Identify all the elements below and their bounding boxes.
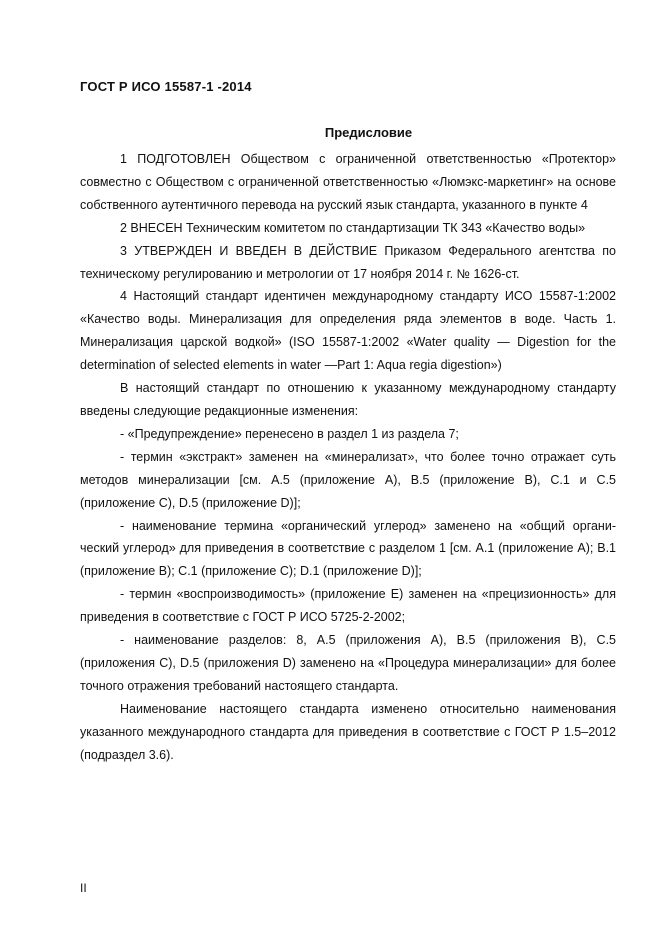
paragraph-changes-intro: В настоящий стандарт по отношению к указанному международному стандарту введены следующие редакционные изменения: xyxy=(80,381,616,418)
change-item-reproducibility: - термин «воспроизводимость» (приложение Е) заменен на «прецизионность» для приведения в соответствие с ГОСТ Р ИСО 5725-2-2002; xyxy=(80,587,616,625)
paragraph-identical-standard: 4 Настоящий стандарт идентичен международному стандарту ИСО 15587-1:2002 «Качество воды. Минерализация для определения ряда элементов в воде. Часть 1. Минерализация царской водкой» (ISO 15587-1:2002 «Water quality — Digestion for the determination of selected elements in water —Part 1: Aqua regia digestion») xyxy=(80,289,616,373)
change-item-section-names: - наименование разделов: 8, А.5 (приложения А), В.5 (приложения В), С.5 (приложения С), D.5 (приложения D) заменено на «Процедура минерализации» для более точного отражения требований настоящего стандарта. xyxy=(80,633,616,693)
page-number: II xyxy=(80,881,87,895)
change-item-warning: - «Предупреждение» перенесено в раздел 1 из раздела 7; xyxy=(120,426,459,441)
paragraph-approved: 3 УТВЕРЖДЕН И ВВЕДЕН В ДЕЙСТВИЕ Приказом Федерального агентства по техническому регулированию и метрологии от 17 ноября 2014 г. № 1626-ст. xyxy=(80,243,616,281)
change-item-organic-carbon: - наименование термина «органический углерод» заменено на «общий органический углерод» для приведения в соответствие с разделом 1 [см. А.1 (приложение А); В.1 (приложение В); С.1 (приложение С); D.1 (приложение D)]; xyxy=(80,518,616,579)
paragraph-introduced-by: 2 ВНЕСЕН Техническим комитетом по стандартизации ТК 343 «Качество воды» xyxy=(120,220,586,235)
paragraph-prepared-by: 1 ПОДГОТОВЛЕН Обществом с ограниченной ответственностью «Протектор» совместно с Обществом с ограниченной ответственностью «Люмэкс-маркетинг» на основе собственного аутентичного перевода на русский язык стандарта, указанного в пункте 4 xyxy=(80,152,616,212)
section-title: Предисловие xyxy=(324,125,413,140)
change-item-extract: - термин «экстракт» заменен на «минерализат», что более точно отражает суть методов минерализации [см. А.5 (приложение А), В.5 (приложение В), С.1 и С.5 (приложение С), D.5 (приложение D)]; xyxy=(80,449,616,510)
foreword-body xyxy=(80,148,616,766)
paragraph-title-change: Наименование настоящего стандарта изменено относительно наименования указанного международного стандарта для приведения в соответствие с ГОСТ Р 1.5–2012 (подраздел 3.6). xyxy=(80,701,616,762)
document-code: ГОСТ Р ИСО 15587-1 -2014 xyxy=(80,79,252,94)
